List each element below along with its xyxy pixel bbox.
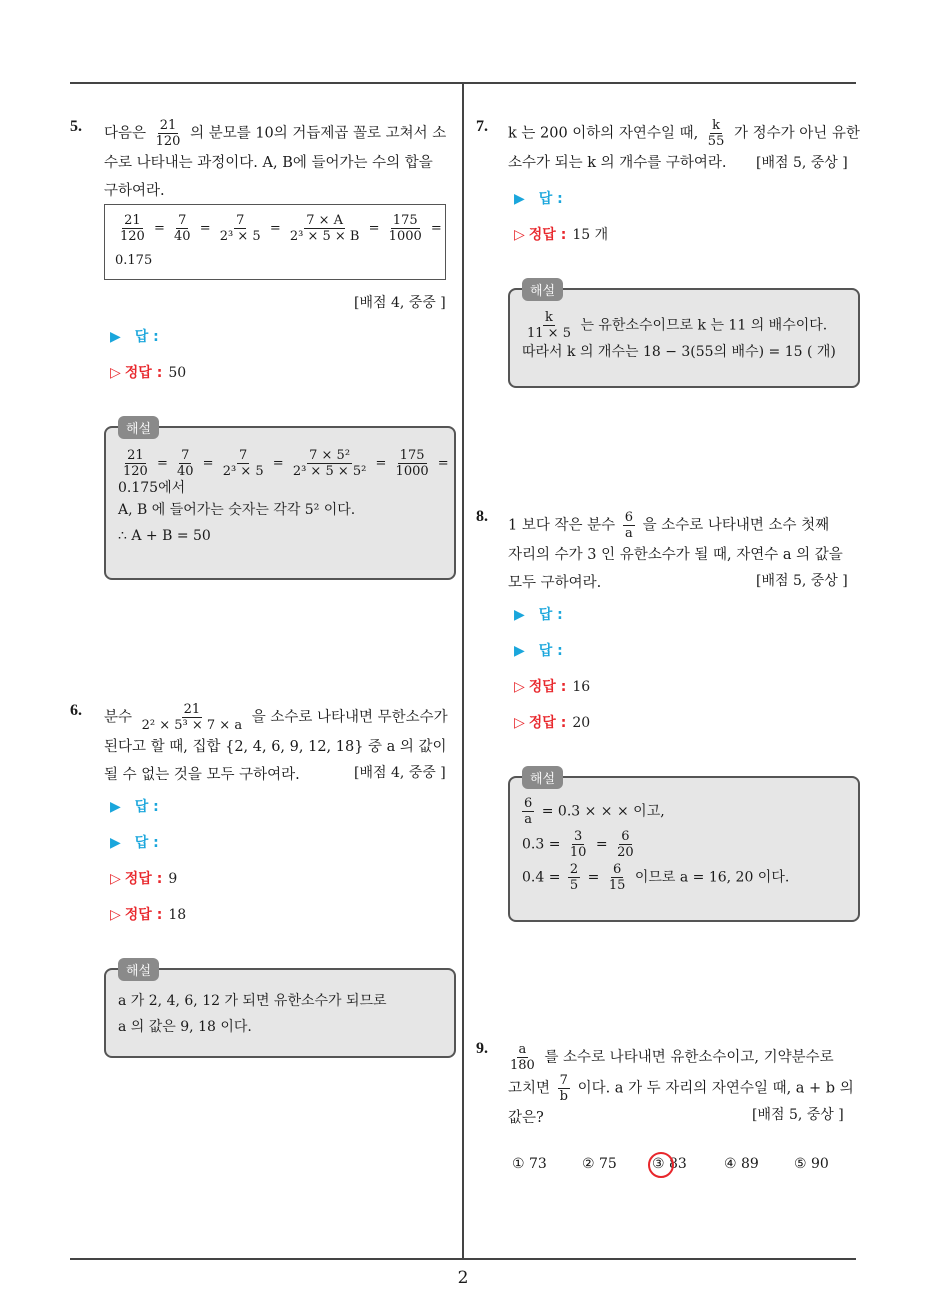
explanation-box: 해설 $\frac{21}{120}$ = $\frac{7}{40}$ = $\frac{7}{\text{2³ × 5}}$ = $\frac{\text{7 × 5²}}{\text{2³ × 5 × 5²}}$ = $\frac{175}{1000}$ = 0.175에서 A, B 에 들어가는 숫자는 각각 5² 이다. ∴ A + B = 50	[104, 426, 456, 580]
page-number: 2	[457, 1268, 469, 1288]
selected-choice-mark-icon	[648, 1152, 674, 1178]
triangle-outline-icon: ▷	[514, 715, 525, 731]
fraction: $\frac{k}{55}$	[707, 118, 725, 149]
triangle-outline-icon: ▷	[514, 679, 525, 695]
triangle-icon: ▶	[110, 329, 121, 345]
correct-answer-row: ▷ 정답 : 15 개	[514, 227, 609, 243]
score-label: [배점 5, 중상 ]	[756, 155, 848, 171]
triangle-outline-icon: ▷	[110, 907, 121, 923]
triangle-outline-icon: ▷	[514, 227, 525, 243]
choice-1[interactable]: ① 73	[512, 1156, 547, 1172]
triangle-icon: ▶	[514, 643, 525, 659]
correct-answer-row: ▷ 정답 : 18	[110, 907, 187, 923]
answer-choices	[512, 1156, 852, 1180]
explanation-tag: 해설	[118, 416, 159, 439]
fraction: $\frac{21}{\text{2² × 5³ × 7 × a}}$	[141, 702, 243, 733]
choice-2[interactable]: ② 75	[582, 1156, 617, 1172]
answer-row[interactable]: ▶ 답 :	[110, 329, 159, 345]
fraction: $\frac{a}{180}$	[510, 1042, 535, 1073]
question-text: $\frac{a}{180}$ 를 소수로 나타내면 유한소수이고, 기약분수로 고치면 $\frac{7}{b}$ 이다. a 가 두 자리의 자연수일 때, a + b 의 값은?	[508, 1042, 854, 1126]
choice-3[interactable]: ③ 83	[652, 1156, 687, 1172]
question-text: 1 보다 작은 분수 $\frac{6}{a}$ 을 소수로 나타내면 소수 첫째 자리의 수가 3 인 유한소수가 될 때, 자연수 a 의 값을 모두 구하여라.	[508, 510, 843, 591]
triangle-icon: ▶	[110, 835, 121, 851]
choice-4[interactable]: ④ 89	[724, 1156, 759, 1172]
triangle-icon: ▶	[514, 607, 525, 623]
explanation-box: 해설 a 가 2, 4, 6, 12 가 되면 유한소수가 되므로 a 의 값은 9, 18 이다.	[104, 968, 456, 1058]
question-number: 8.	[476, 508, 488, 525]
question-number: 7.	[476, 118, 488, 135]
explanation-box: 해설 $\frac{k}{11 \times 5}$ 는 유한소수이므로 k 는 11 의 배수이다. 따라서 k 의 개수는 18 − 3(55의 배수) = 15 ( 개)	[508, 288, 860, 388]
choice-5[interactable]: ⑤ 90	[794, 1156, 829, 1172]
question-text: k 는 200 이하의 자연수일 때, $\frac{k}{55}$ 가 정수가 아닌 유한 소수가 되는 k 의 개수를 구하여라.	[508, 118, 860, 171]
explanation-box: 해설 $\frac{6}{a}$ = 0.3 × × × 이고, 0.3 = $\frac{3}{10}$ = $\frac{6}{20}$ 0.4 = $\frac{2}{5}$ = $\frac{6}{15}$ 이므로 a = 16, 20 이다.	[508, 776, 860, 922]
triangle-icon: ▶	[110, 799, 121, 815]
answer-row[interactable]: ▶ 답 :	[110, 799, 159, 815]
explanation-tag: 해설	[522, 766, 563, 789]
answer-row[interactable]: ▶ 답 :	[514, 607, 563, 623]
fraction: $\frac{21}{120}$	[155, 118, 181, 149]
question-number: 5.	[70, 118, 82, 135]
fraction: $\frac{6}{a}$	[624, 510, 633, 541]
correct-answer-row: ▷ 정답 : 20	[514, 715, 591, 731]
answer-row[interactable]: ▶ 답 :	[514, 191, 563, 207]
question-text: 분수 $\frac{21}{\text{2² × 5³ × 7 × a}}$ 을 소수로 나타내면 무한소수가 된다고 할 때, 집합 {2, 4, 6, 9, 12, 18} 중 a 의 값이 될 수 없는 것을 모두 구하여라.	[104, 702, 448, 783]
question-number: 6.	[70, 702, 82, 719]
solution-box: $\frac{21}{120}$ = $\frac{7}{40}$ = $\frac{7}{\text{2³ × 5}}$ = $\frac{7 \times A}{\text{2³ × 5 × B}}$ = $\frac{175}{1000}$ = 0.175	[104, 204, 446, 280]
correct-answer-row: ▷ 정답 : 50	[110, 365, 187, 381]
score-label: [배점 5, 중상 ]	[756, 573, 848, 589]
column-divider	[462, 82, 464, 1259]
question-number: 9.	[476, 1040, 488, 1057]
score-label: [배점 4, 중중 ]	[354, 295, 446, 311]
triangle-icon: ▶	[514, 191, 525, 207]
explanation-tag: 해설	[118, 958, 159, 981]
bottom-rule	[70, 1258, 856, 1260]
explanation-tag: 해설	[522, 278, 563, 301]
answer-row[interactable]: ▶ 답 :	[110, 835, 159, 851]
score-label: [배점 4, 중중 ]	[354, 765, 446, 781]
question-text: 다음은 $\frac{21}{120}$ 의 분모를 10의 거듭제곱 꼴로 고쳐서 소 수로 나타내는 과정이다. A, B에 들어가는 수의 합을 구하여라.	[104, 118, 447, 199]
triangle-outline-icon: ▷	[110, 871, 121, 887]
answer-row[interactable]: ▶ 답 :	[514, 643, 563, 659]
fraction: $\frac{7}{b}$	[559, 1073, 568, 1104]
correct-answer-row: ▷ 정답 : 9	[110, 871, 178, 887]
correct-answer-row: ▷ 정답 : 16	[514, 679, 591, 695]
score-label: [배점 5, 중상 ]	[752, 1107, 844, 1123]
triangle-outline-icon: ▷	[110, 365, 121, 381]
